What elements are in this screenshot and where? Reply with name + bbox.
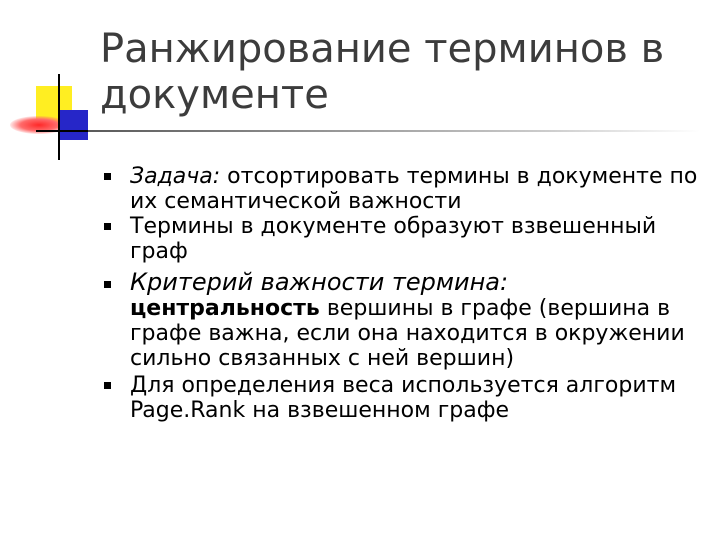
bullet-marker — [104, 281, 111, 288]
bullet-lead-italic: Задача: — [130, 164, 221, 189]
bullet-item-task — [104, 164, 704, 214]
bullet-marker — [104, 382, 111, 389]
bullet-item-pagerank — [104, 373, 704, 423]
bullet-marker — [104, 223, 111, 230]
bullet-item-criterion — [104, 270, 704, 371]
bullet-text: отсортировать термины в документе по их семантической важности — [130, 164, 698, 214]
decor-horizontal-line — [36, 130, 90, 132]
bullet-text: Термины в документе образуют взвешенный граф — [130, 214, 657, 264]
bullet-list — [104, 164, 704, 423]
bullet-lead-italic: Критерий важности термина: — [130, 268, 509, 296]
decor-vertical-line — [58, 74, 60, 160]
bullet-item-graph — [104, 214, 704, 264]
bullet-bold-term: центральность — [130, 296, 320, 321]
slide-title: Ранжирование терминов в документе — [100, 26, 665, 118]
bullet-marker — [104, 173, 111, 180]
title-underline — [88, 130, 700, 132]
decor-blue-square — [58, 110, 88, 140]
bullet-text: вершины в графе (вершина в графе важна, если она находится в окружении сильно связанных с ней вершин) — [130, 296, 685, 371]
bullet-text: Для определения веса используется алгоритм Page.Rank на взвешенном графе — [130, 373, 677, 423]
